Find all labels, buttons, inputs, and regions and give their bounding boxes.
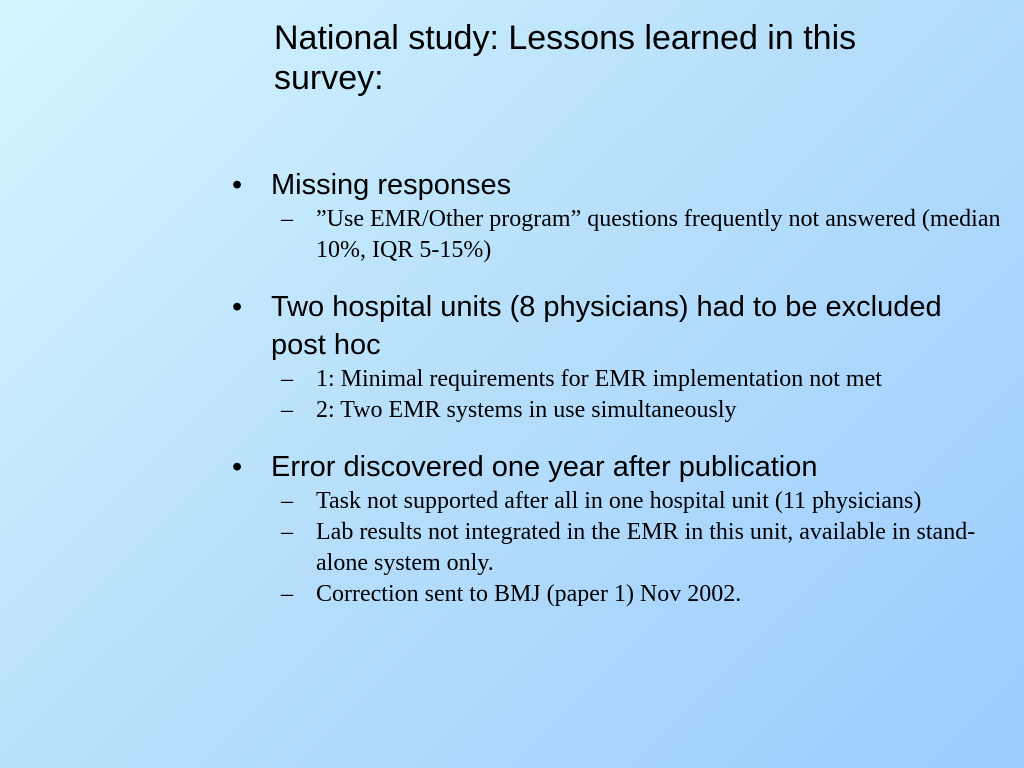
sub-bullet-marker: – (281, 397, 293, 423)
sub-bullet-text: 1: Minimal requirements for EMR implementation not met (316, 366, 882, 392)
sub-bullet-text: 2: Two EMR systems in use simultaneously (316, 397, 737, 423)
sub-bullet-marker: – (281, 366, 293, 392)
bullet-text: Missing responses (271, 169, 512, 201)
sub-bullet-item (271, 204, 1002, 266)
sub-bullet-item (271, 579, 1002, 610)
bullet-marker: • (232, 169, 243, 201)
sub-bullet-item (271, 395, 1002, 426)
sub-bullet-text: Task not supported after all in one hospital unit (11 physicians) (316, 488, 922, 514)
bullet-text: Error discovered one year after publication (271, 451, 818, 483)
bullet-marker: • (232, 451, 243, 483)
sub-bullet-text: Lab results not integrated in the EMR in this unit, available in stand-alone system only. (316, 519, 976, 576)
bullet-item (232, 288, 1002, 426)
bullet-text: Two hospital units (8 physicians) had to be excluded post hoc (271, 291, 942, 361)
sub-bullet-item (271, 486, 1002, 517)
sub-bullet-item (271, 364, 1002, 395)
sub-bullet-list (271, 486, 1002, 610)
sub-bullet-marker: – (281, 581, 293, 607)
sub-bullet-list (271, 204, 1002, 266)
sub-bullet-marker: – (281, 206, 293, 232)
sub-bullet-text: Correction sent to BMJ (paper 1) Nov 2002. (316, 581, 742, 607)
bullet-list (232, 166, 1002, 632)
sub-bullet-item (271, 517, 1002, 579)
sub-bullet-list (271, 364, 1002, 426)
sub-bullet-marker: – (281, 488, 293, 514)
bullet-marker: • (232, 291, 243, 323)
bullet-item (232, 166, 1002, 266)
sub-bullet-text: ”Use EMR/Other program” questions frequently not answered (median 10%, IQR 5-15%) (316, 206, 1001, 263)
slide-title: National study: Lessons learned in this survey: (274, 19, 857, 97)
sub-bullet-marker: – (281, 519, 293, 545)
bullet-item (232, 448, 1002, 610)
